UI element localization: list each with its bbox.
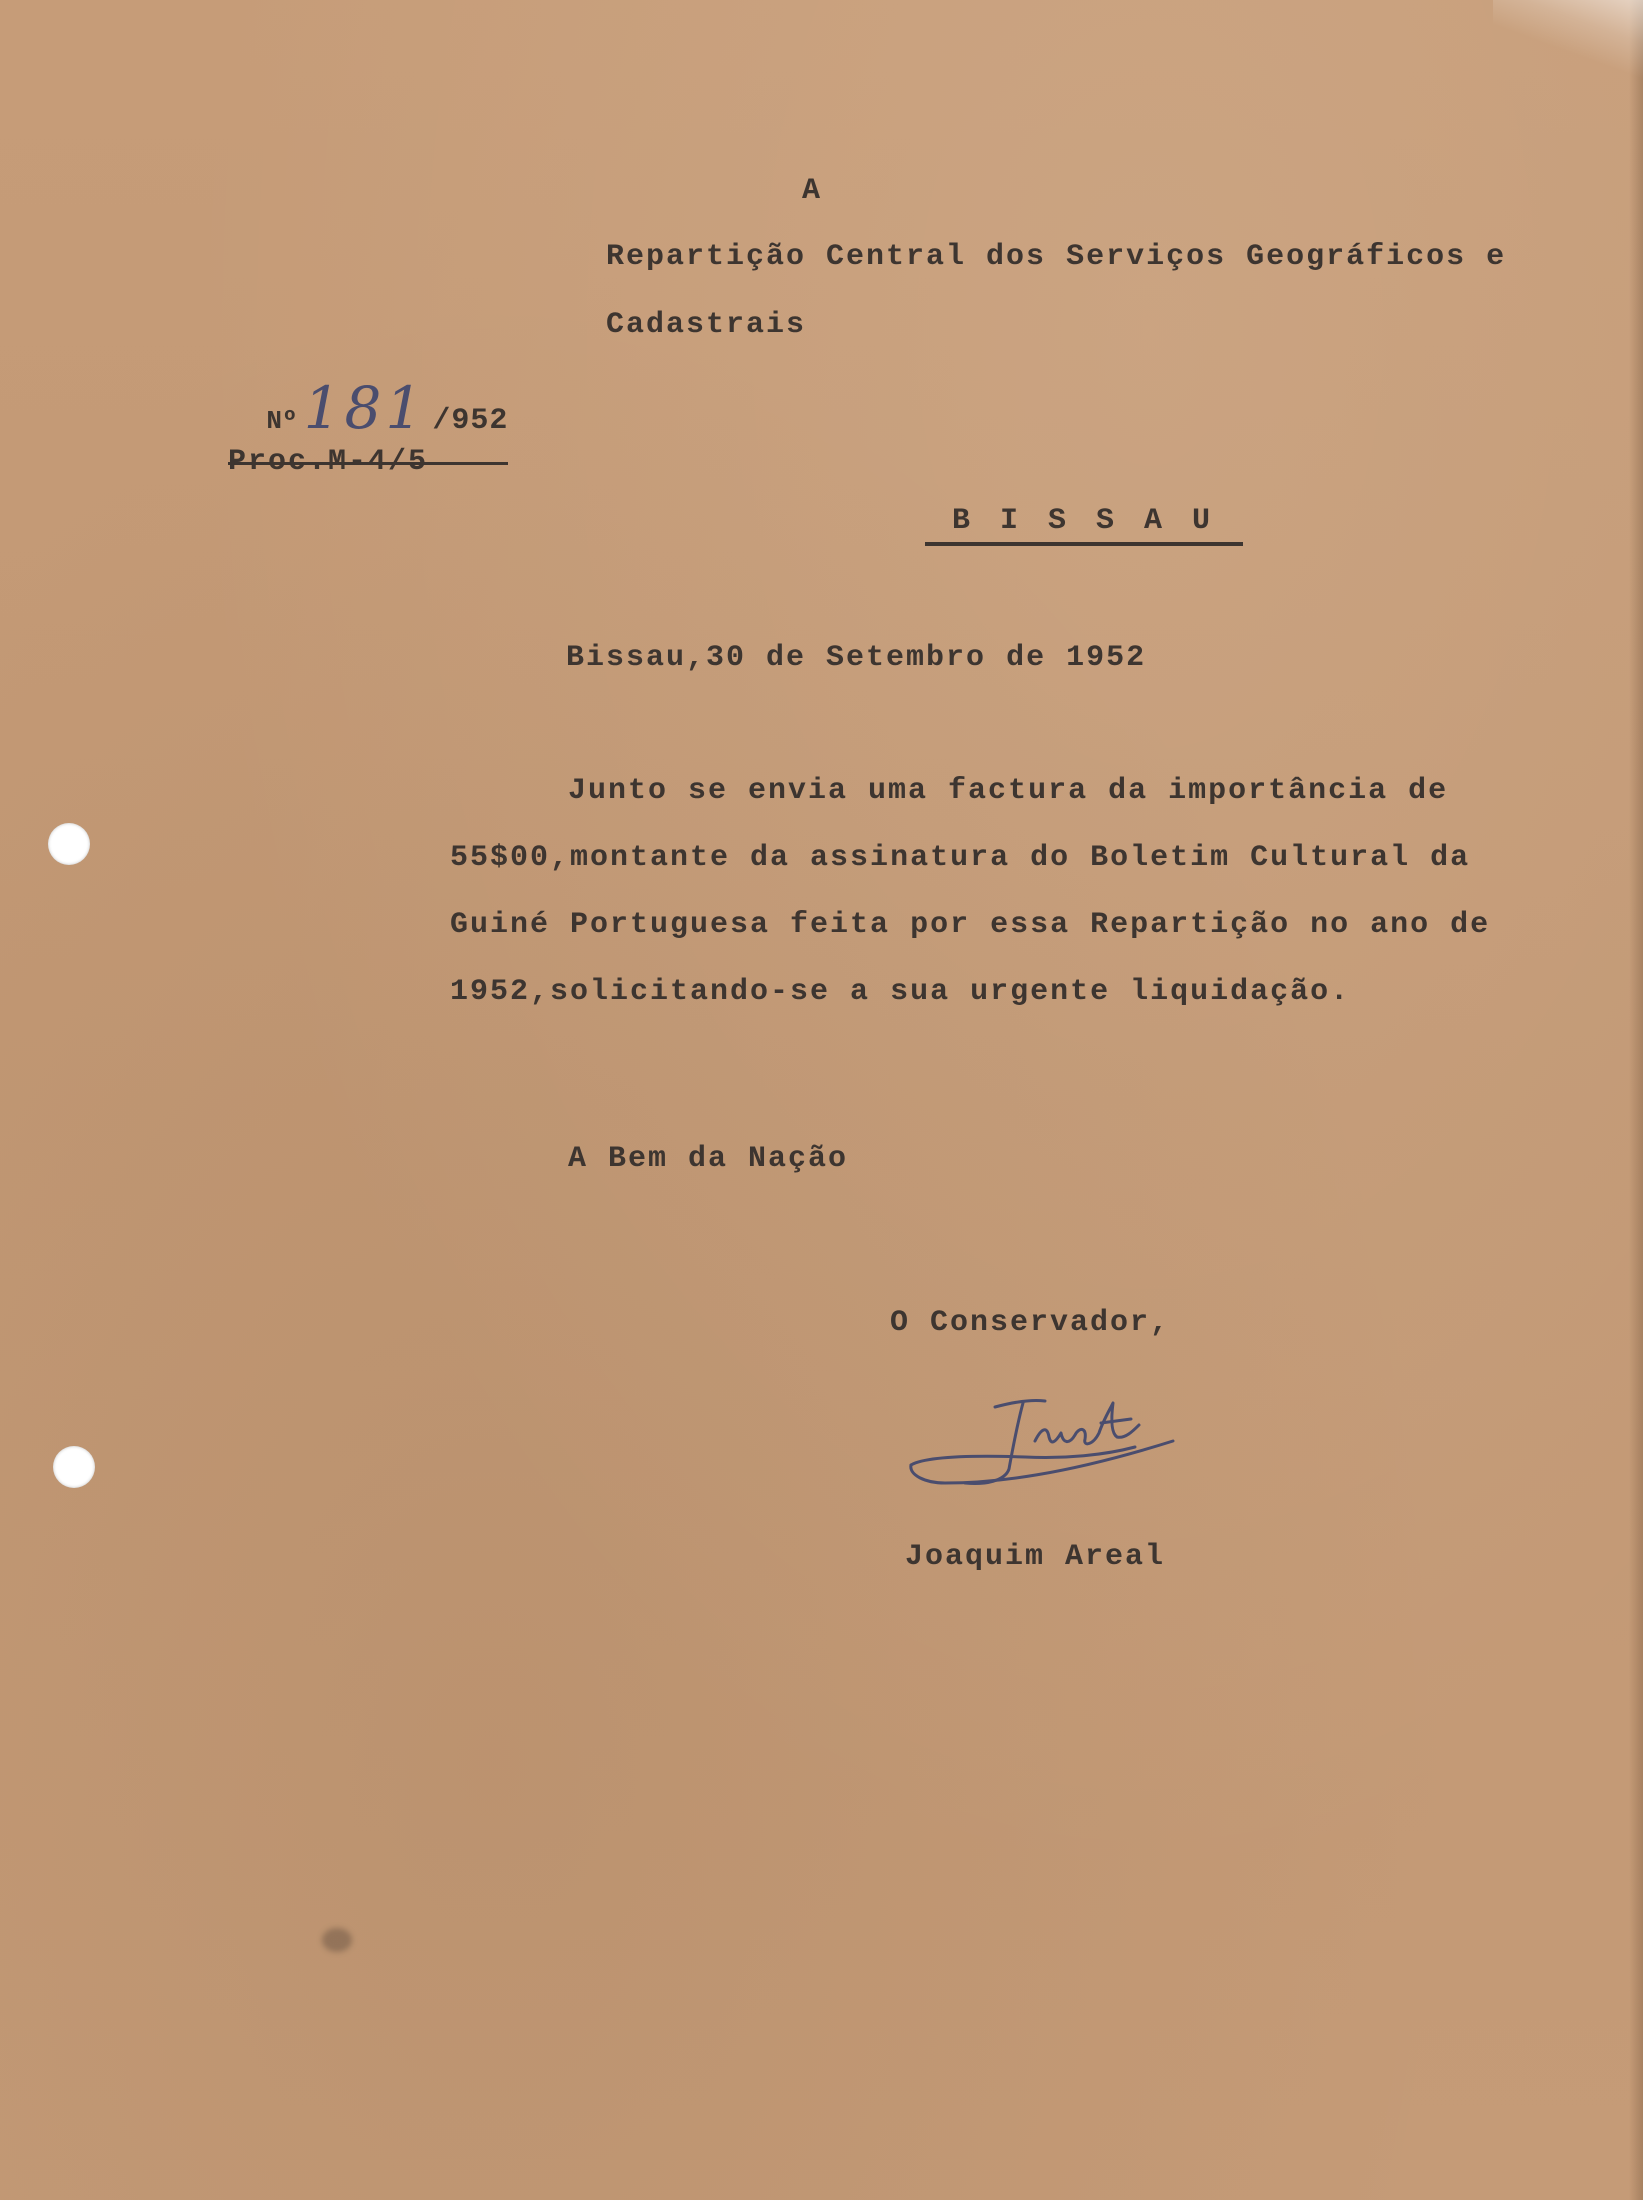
closing-salutation: A Bem da Nação xyxy=(568,1142,849,1176)
body-line-4: 1952,solicitando-se a sua urgente liquidação. xyxy=(450,975,1351,1009)
body-line-3: Guiné Portuguesa feita por essa Repartição no ano de xyxy=(450,908,1491,942)
reference-number-prefix: Nº xyxy=(266,406,298,436)
addressee-line-2: Cadastrais xyxy=(606,308,807,342)
addressee-prefix: A xyxy=(802,174,823,208)
reference-number-year: /952 xyxy=(432,404,509,438)
addressee-line-1: Repartição Central dos Serviços Geográficos e xyxy=(606,240,1507,274)
destination-city-text: B I S S A U xyxy=(951,504,1217,538)
process-reference: Proc.M-4/5 xyxy=(228,445,429,479)
punch-hole-bottom xyxy=(53,1446,95,1488)
signatory-title: O Conservador, xyxy=(890,1306,1171,1340)
destination-city xyxy=(925,506,1243,546)
date-line: Bissau,30 de Setembro de 1952 xyxy=(566,641,1147,675)
paper-edge-shadow xyxy=(1629,0,1643,2200)
paper-corner-fold xyxy=(1493,0,1643,90)
paper-stain xyxy=(322,1928,352,1952)
reference-number-handwritten: 181 xyxy=(303,374,427,442)
punch-hole-top xyxy=(48,823,90,865)
handwritten-signature xyxy=(905,1385,1195,1515)
signatory-name: Joaquim Areal xyxy=(905,1540,1166,1574)
body-line-2: 55$00,montante da assinatura do Boletim Cultural da xyxy=(450,841,1471,875)
body-line-1: Junto se envia uma factura da importância de xyxy=(568,774,1449,808)
